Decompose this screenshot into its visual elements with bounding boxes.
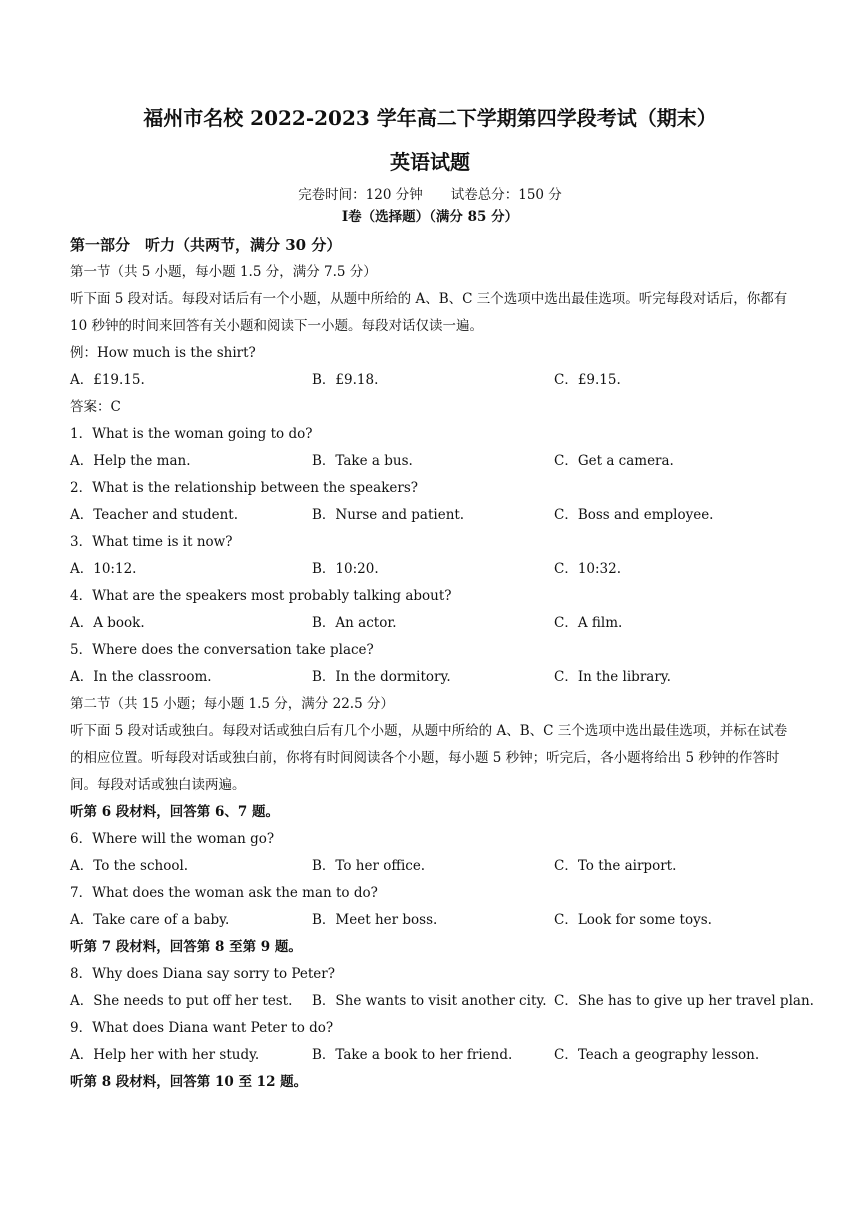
question-7: 7．What does the woman ask the man to do? [70, 885, 378, 901]
example-options [70, 367, 790, 394]
example-question: 例：How much is the shirt? [70, 345, 256, 361]
option-c: C．£9.15. [554, 372, 621, 388]
option-b: B．She wants to visit another city. [312, 993, 547, 1009]
option-a: A．£19.15. [70, 372, 145, 388]
question-8-options [70, 988, 814, 1015]
option-a: A．Help her with her study. [70, 1047, 260, 1063]
option-a: A．10:12. [70, 561, 137, 577]
option-b: B．An actor. [312, 615, 397, 631]
question-8: 8．Why does Diana say sorry to Peter? [70, 966, 335, 982]
option-b: B．Take a bus. [312, 453, 413, 469]
question-1-options [70, 448, 790, 475]
option-b: B．Nurse and patient. [312, 507, 465, 523]
exam-total-score: 试卷总分：150 分 [450, 187, 562, 203]
option-a: A．She needs to put off her test. [70, 993, 293, 1009]
option-b: B．Take a book to her friend. [312, 1047, 513, 1063]
exam-time: 完卷时间：120 分钟 [298, 187, 423, 203]
question-3-options [70, 556, 790, 583]
exam-title: 福州市名校 2022-2023 学年高二下学期第四学段考试（期末） [143, 106, 717, 130]
question-9-options [70, 1042, 790, 1069]
option-b: B．In the dormitory. [312, 669, 451, 685]
section2-heading: 第二节（共 15 小题；每小题 1.5 分，满分 22.5 分） [70, 696, 394, 712]
option-c: C．To the airport. [554, 858, 677, 874]
material-7-heading: 听第 7 段材料，回答第 8 至第 9 题。 [70, 939, 302, 955]
option-c: C．Boss and employee. [554, 507, 714, 523]
material-6-heading: 听第 6 段材料，回答第 6、7 题。 [70, 804, 279, 820]
section1-instructions: 听下面 5 段对话。每段对话后有一个小题，从题中所给的 A、B、C 三个选项中选出最佳选项。听完每段对话后，你都有 10 秒钟的时间来回答有关小题和阅读下一小题。每段对话仅读一遍。 [70, 291, 788, 334]
question-4: 4．What are the speakers most probably talking about? [70, 588, 452, 604]
option-c: C．She has to give up her travel plan. [554, 993, 814, 1009]
option-c: C．In the library. [554, 669, 671, 685]
option-a: A．In the classroom. [70, 669, 212, 685]
question-9: 9．What does Diana want Peter to do? [70, 1020, 334, 1036]
option-a: A．To the school. [70, 858, 189, 874]
question-2-options [70, 502, 790, 529]
part1-heading: 第一部分 听力（共两节，满分 30 分） [70, 236, 342, 254]
option-c: C．10:32. [554, 561, 622, 577]
option-c: C．Get a camera. [554, 453, 674, 469]
question-2: 2．What is the relationship between the speakers? [70, 480, 418, 496]
option-a: A．Help the man. [70, 453, 191, 469]
question-7-options [70, 907, 790, 934]
exam-subtitle: 英语试题 [390, 150, 470, 174]
exam-meta [70, 184, 790, 206]
volume-heading: I卷（选择题）（满分 85 分） [341, 209, 519, 225]
option-a: A．A book. [70, 615, 145, 631]
option-a: A．Take care of a baby. [70, 912, 230, 928]
question-3: 3．What time is it now? [70, 534, 233, 550]
example-answer: 答案：C [70, 399, 121, 415]
option-c: C．Teach a geography lesson. [554, 1047, 760, 1063]
option-b: B．£9.18. [312, 372, 379, 388]
question-5-options [70, 664, 790, 691]
section1-heading: 第一节（共 5 小题，每小题 1.5 分，满分 7.5 分） [70, 264, 377, 280]
option-a: A．Teacher and student. [70, 507, 238, 523]
option-b: B．10:20. [312, 561, 379, 577]
question-6: 6．Where will the woman go? [70, 831, 275, 847]
material-8-heading: 听第 8 段材料，回答第 10 至 12 题。 [70, 1074, 308, 1090]
question-5: 5．Where does the conversation take place? [70, 642, 374, 658]
option-c: C．A film. [554, 615, 623, 631]
option-b: B．To her office. [312, 858, 426, 874]
option-b: B．Meet her boss. [312, 912, 438, 928]
option-c: C．Look for some toys. [554, 912, 712, 928]
question-4-options [70, 610, 790, 637]
section2-instructions: 听下面 5 段对话或独白。每段对话或独白后有几个小题，从题中所给的 A、B、C 三个选项中选出最佳选项，并标在试卷的相应位置。听每段对话或独白前，你将有时间阅读各个小题，每小题 5 秒钟；听完后，各小题将给出 5 秒钟的作答时间。每段对话或独白读两遍。 [70, 723, 788, 793]
question-1: 1．What is the woman going to do? [70, 426, 313, 442]
question-6-options [70, 853, 790, 880]
